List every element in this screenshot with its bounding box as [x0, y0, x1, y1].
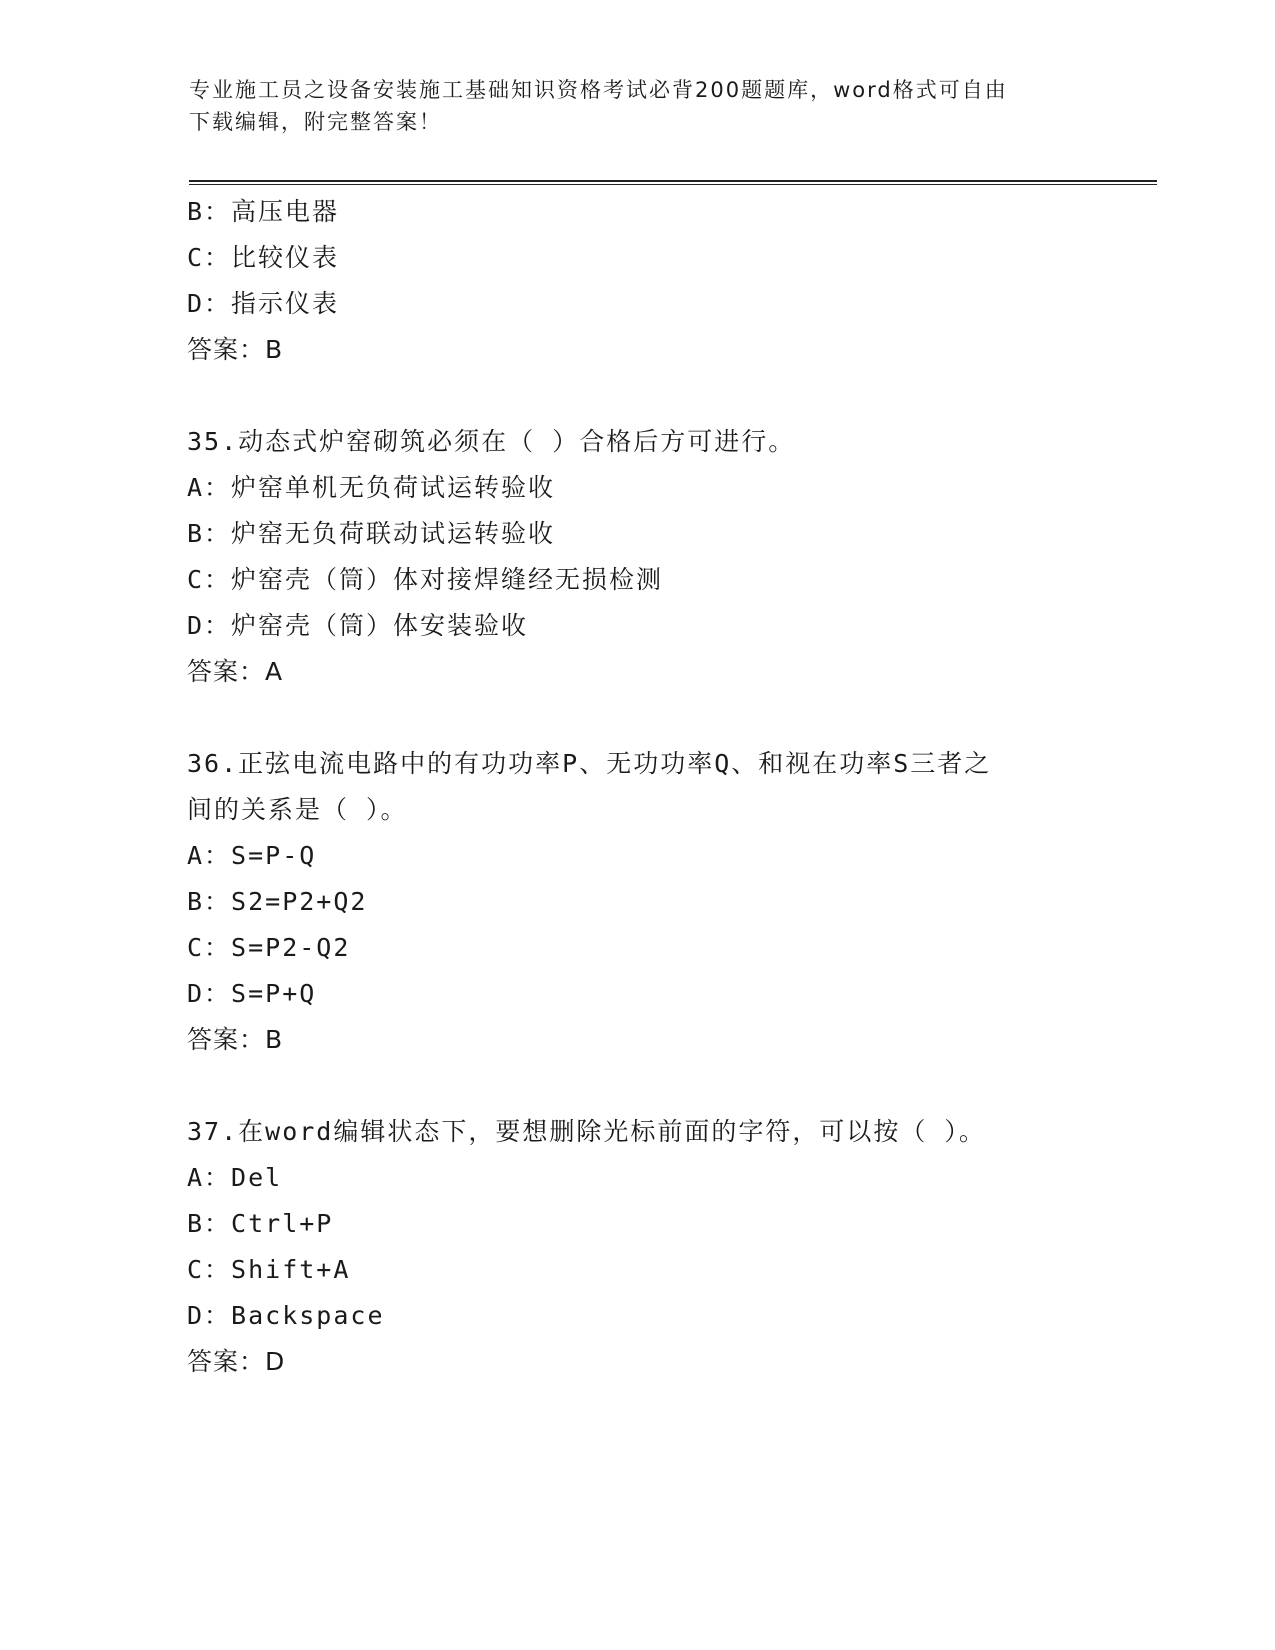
option-c: C：Shift+A [187, 1255, 351, 1284]
spacer [187, 1063, 1087, 1109]
option-c: C：炉窑壳（筒）体对接焊缝经无损检测 [187, 565, 664, 594]
option-a: A：S=P-Q [187, 841, 317, 870]
header-divider-thin [189, 184, 1157, 185]
document-header [189, 74, 1069, 138]
option-b: B：炉窑无负荷联动试运转验收 [187, 519, 556, 548]
option-d: D：指示仪表 [187, 289, 340, 318]
option-c: C：S=P2-Q2 [187, 933, 351, 962]
answer-line: 答案：B [187, 1025, 284, 1054]
header-line-1: 专业施工员之设备安装施工基础知识资格考试必背200题题库，word格式可自由 [189, 78, 1008, 102]
header-line-2: 下载编辑，附完整答案！ [189, 110, 442, 134]
question-36 [187, 741, 1087, 1063]
question-37 [187, 1109, 1087, 1385]
option-b: B：高压电器 [187, 197, 340, 226]
option-d: D：炉窑壳（筒）体安装验收 [187, 611, 529, 640]
answer-line: 答案：B [187, 335, 284, 364]
option-b: B：Ctrl+P [187, 1209, 334, 1238]
question-text: 37.在word编辑状态下，要想删除光标前面的字符，可以按（ ）。 [187, 1117, 986, 1146]
question-35 [187, 419, 1087, 695]
option-c: C：比较仪表 [187, 243, 340, 272]
question-text-line-1: 36.正弦电流电路中的有功功率P、无功功率Q、和视在功率S三者之 [187, 749, 992, 778]
answer-line: 答案：D [187, 1347, 286, 1376]
option-d: D：Backspace [187, 1301, 385, 1330]
option-a: A：炉窑单机无负荷试运转验收 [187, 473, 556, 502]
answer-line: 答案：A [187, 657, 284, 686]
option-a: A：Del [187, 1163, 283, 1192]
question-34 [187, 189, 1087, 373]
option-b: B：S2=P2+Q2 [187, 887, 368, 916]
option-d: D：S=P+Q [187, 979, 317, 1008]
question-text-line-2: 间的关系是（ ）。 [187, 795, 408, 824]
spacer [187, 373, 1087, 419]
question-text: 35.动态式炉窑砌筑必须在（ ）合格后方可进行。 [187, 427, 796, 456]
question-list [187, 189, 1087, 1385]
header-divider-thick [189, 180, 1157, 182]
spacer [187, 695, 1087, 741]
